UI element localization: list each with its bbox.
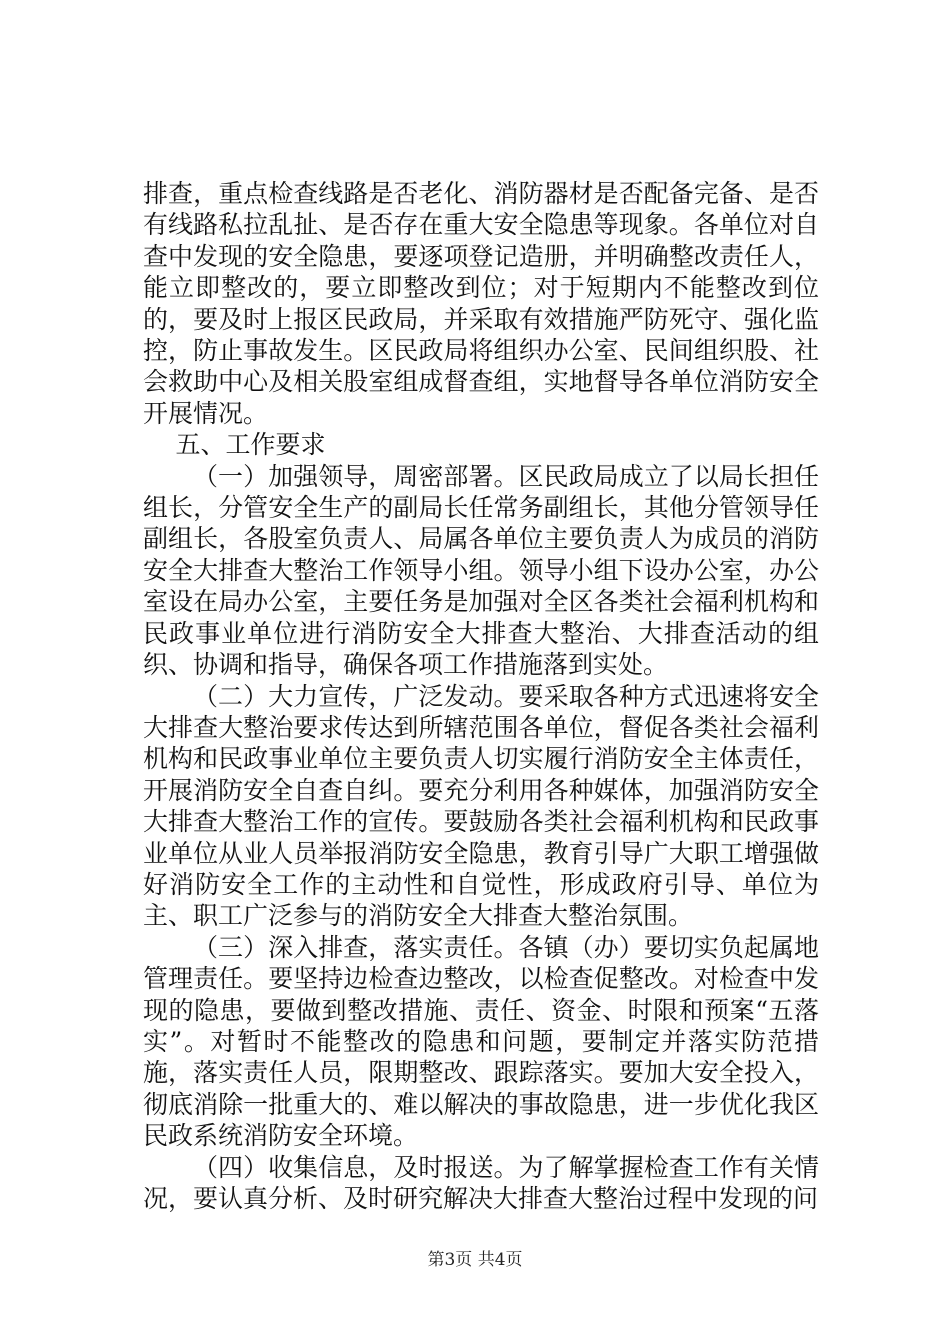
document-body	[143, 178, 819, 1214]
paragraph-publicity: （二）大力宣传，广泛发动。要采取各种方式迅速将安全大排查大整治要求传达到所辖范围各单位，督促各类社会福利机构和民政事业单位主要负责人切实履行消防安全主体责任，开展消防安全自查自纠。要充分利用各种媒体，加强消防安全大排查大整治工作的宣传。要鼓励各类社会福利机构和民政事业单位从业人员举报消防安全隐患，教育引导广大职工增强做好消防安全工作的主动性和自觉性，形成政府引导、单位为主、职工广泛参与的消防安全大排查大整治氛围。	[143, 681, 819, 931]
page-number-footer: 第3页 共4页	[427, 1250, 523, 1270]
paragraph-leadership: （一）加强领导，周密部署。区民政局成立了以局长担任组长，分管安全生产的副局长任常务副组长，其他分管领导任副组长，各股室负责人、局属各单位主要负责人为成员的消防安全大排查大整治工作领导小组。领导小组下设办公室，办公室设在局办公室，主要任务是加强对全区各类社会福利机构和民政事业单位进行消防安全大排查大整治、大排查活动的组织、协调和指导，确保各项工作措施落到实处。	[143, 461, 819, 680]
paragraph-continuation: 排查，重点检查线路是否老化、消防器材是否配备完备、是否有线路私拉乱扯、是否存在重大安全隐患等现象。各单位对自查中发现的安全隐患，要逐项登记造册，并明确整改责任人，能立即整改的，要立即整改到位；对于短期内不能整改到位的，要及时上报区民政局，并采取有效措施严防死守、强化监控，防止事故发生。区民政局将组织办公室、民间组织股、社会救助中心及相关股室组成督查组，实地督导各单位消防安全开展情况。	[143, 179, 819, 428]
paragraph-inspection: （三）深入排查，落实责任。各镇（办）要切实负起属地管理责任。要坚持边检查边整改，以检查促整改。对检查中发现的隐患，要做到整改措施、责任、资金、时限和预案“五落实”。对暂时不能整改的隐患和问题，要制定并落实防范措施，落实责任人员，限期整改、跟踪落实。要加大安全投入，彻底消除一批重大的、难以解决的事故隐患，进一步优化我区民政系统消防安全环境。	[143, 932, 819, 1151]
section-heading: 五、工作要求	[175, 430, 326, 460]
paragraph-information: （四）收集信息，及时报送。为了解掌握检查工作有关情况，要认真分析、及时研究解决大排查大整治过程中发现的问	[143, 1152, 819, 1213]
